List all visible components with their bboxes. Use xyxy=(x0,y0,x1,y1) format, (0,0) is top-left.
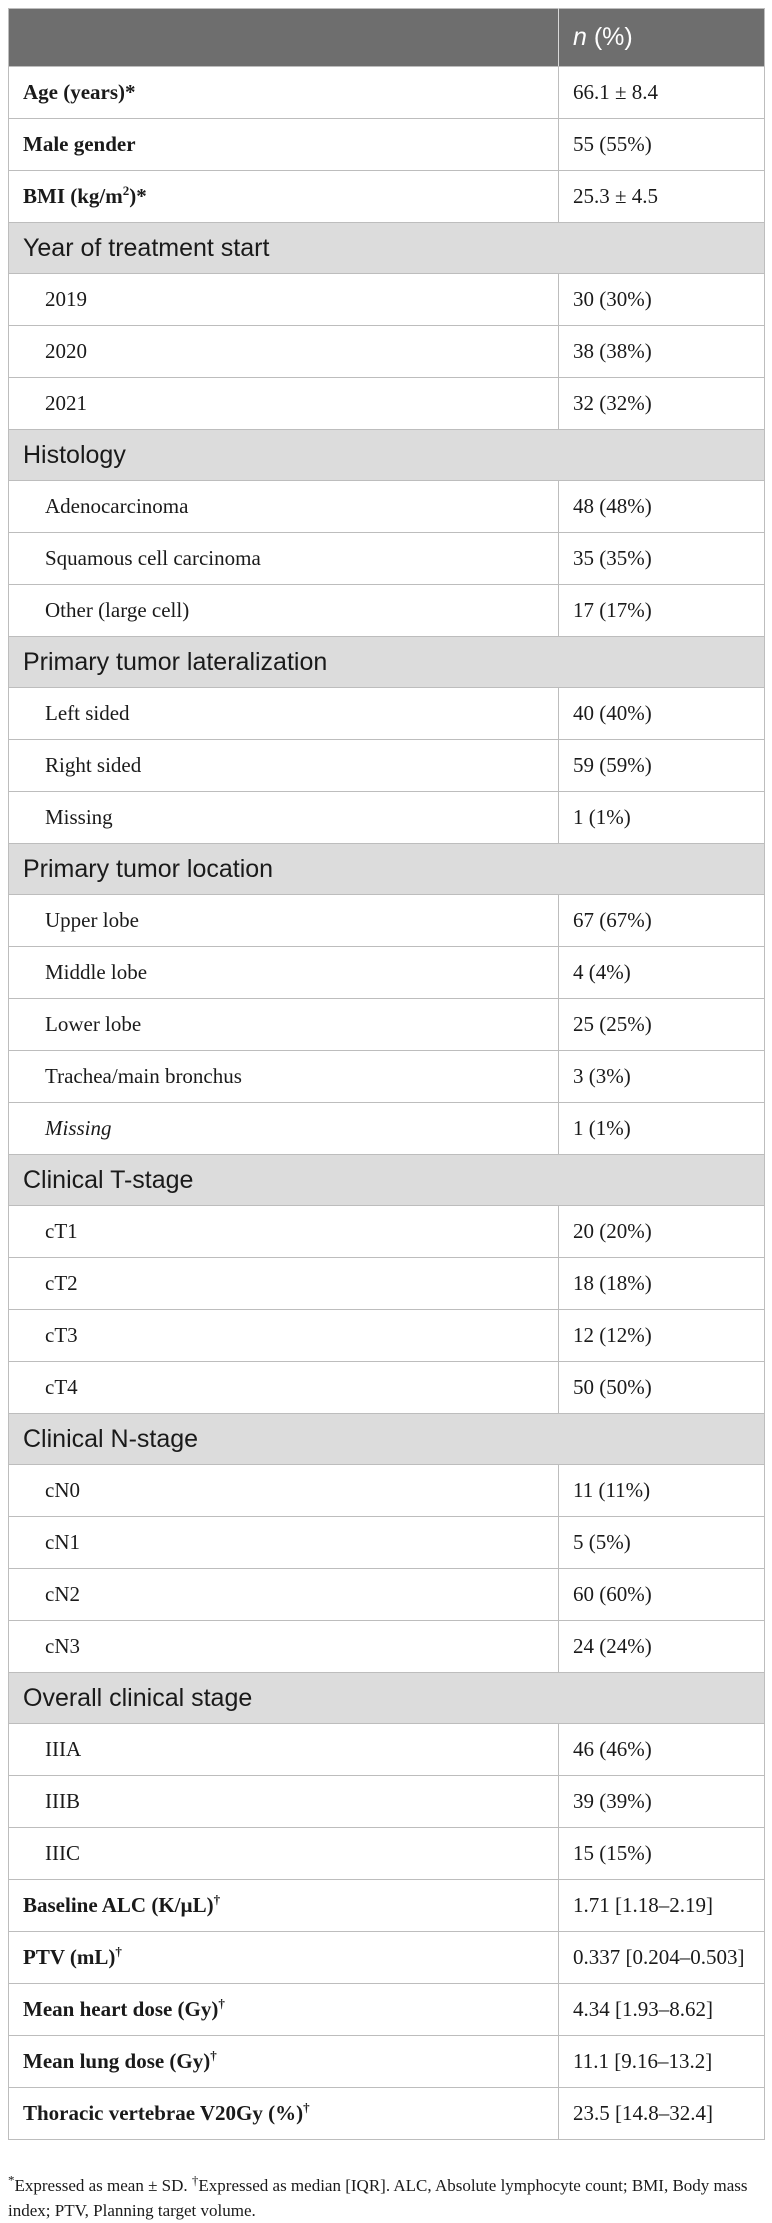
footnote-median-text: Expressed as median [IQR]. ALC, Absolute lymphocyte count; BMI, Body mass index; PTV, Planning target volume. xyxy=(8,2176,748,2220)
row-label-suffix: )* xyxy=(129,184,147,208)
table-row xyxy=(9,1932,765,1984)
header-label-cell xyxy=(9,9,559,67)
row-label xyxy=(9,1880,559,1932)
row-value: 50 (50%) xyxy=(559,1362,765,1414)
header-percent-label: (%) xyxy=(586,23,633,51)
row-label-text: Mean lung dose (Gy) xyxy=(23,2049,211,2073)
table-header-row xyxy=(9,9,765,67)
row-label: cN0 xyxy=(9,1465,559,1517)
table-row xyxy=(9,171,765,223)
row-label: Squamous cell carcinoma xyxy=(9,533,559,585)
table-row xyxy=(9,1103,765,1155)
row-value: 11 (11%) xyxy=(559,1465,765,1517)
row-label: cN2 xyxy=(9,1569,559,1621)
row-value: 32 (32%) xyxy=(559,378,765,430)
section-header-label: Clinical T-stage xyxy=(9,1155,765,1206)
table-row xyxy=(9,326,765,378)
table-row xyxy=(9,1984,765,2036)
section-header-row xyxy=(9,1673,765,1724)
row-value: 20 (20%) xyxy=(559,1206,765,1258)
table-footnote xyxy=(8,2173,764,2223)
row-value: 39 (39%) xyxy=(559,1776,765,1828)
row-value: 40 (40%) xyxy=(559,688,765,740)
row-value: 0.337 [0.204–0.503] xyxy=(559,1932,765,1984)
row-label: cN1 xyxy=(9,1517,559,1569)
table-row xyxy=(9,999,765,1051)
table-row xyxy=(9,1310,765,1362)
table-row xyxy=(9,481,765,533)
header-n-symbol: n xyxy=(573,23,587,51)
row-value: 66.1 ± 8.4 xyxy=(559,67,765,119)
table-row xyxy=(9,533,765,585)
section-header-row xyxy=(9,1155,765,1206)
row-label: Upper lobe xyxy=(9,895,559,947)
table-row xyxy=(9,2036,765,2088)
section-header-label: Year of treatment start xyxy=(9,223,765,274)
row-label-superscript: † xyxy=(218,1996,225,2011)
section-header-label: Overall clinical stage xyxy=(9,1673,765,1724)
table-row xyxy=(9,585,765,637)
row-value: 17 (17%) xyxy=(559,585,765,637)
table-row xyxy=(9,740,765,792)
row-value: 38 (38%) xyxy=(559,326,765,378)
section-header-label: Primary tumor lateralization xyxy=(9,637,765,688)
header-value-cell xyxy=(559,9,765,67)
row-label-text: Baseline ALC (K/µL) xyxy=(23,1893,214,1917)
row-label xyxy=(9,2036,559,2088)
section-header-row xyxy=(9,637,765,688)
table-row xyxy=(9,67,765,119)
table-row xyxy=(9,1051,765,1103)
row-label: IIIC xyxy=(9,1828,559,1880)
row-value: 23.5 [14.8–32.4] xyxy=(559,2088,765,2140)
table-row xyxy=(9,274,765,326)
footnote-asterisk: * xyxy=(8,2172,15,2188)
table-row xyxy=(9,688,765,740)
section-header-label: Clinical N-stage xyxy=(9,1414,765,1465)
table-row xyxy=(9,378,765,430)
row-label xyxy=(9,1932,559,1984)
row-label: 2021 xyxy=(9,378,559,430)
table-row xyxy=(9,1206,765,1258)
row-label: Trachea/main bronchus xyxy=(9,1051,559,1103)
row-label: cT2 xyxy=(9,1258,559,1310)
row-value: 1.71 [1.18–2.19] xyxy=(559,1880,765,1932)
row-value: 1 (1%) xyxy=(559,792,765,844)
section-header-row xyxy=(9,844,765,895)
row-label: cT1 xyxy=(9,1206,559,1258)
section-header-row xyxy=(9,430,765,481)
row-label-superscript: † xyxy=(115,1944,122,1959)
table-row xyxy=(9,1776,765,1828)
row-label: cT3 xyxy=(9,1310,559,1362)
row-label: IIIB xyxy=(9,1776,559,1828)
row-value: 1 (1%) xyxy=(559,1103,765,1155)
row-label-text: BMI (kg/m xyxy=(23,184,123,208)
table-row xyxy=(9,1258,765,1310)
table-row xyxy=(9,119,765,171)
row-label xyxy=(9,2088,559,2140)
row-value: 3 (3%) xyxy=(559,1051,765,1103)
row-label: Left sided xyxy=(9,688,559,740)
row-value: 46 (46%) xyxy=(559,1724,765,1776)
row-value: 24 (24%) xyxy=(559,1621,765,1673)
row-label: Adenocarcinoma xyxy=(9,481,559,533)
row-value: 55 (55%) xyxy=(559,119,765,171)
table-row xyxy=(9,1828,765,1880)
section-header-row xyxy=(9,223,765,274)
table-row xyxy=(9,792,765,844)
table-row xyxy=(9,947,765,999)
row-label: Male gender xyxy=(9,119,559,171)
row-label: IIIA xyxy=(9,1724,559,1776)
section-header-label: Histology xyxy=(9,430,765,481)
row-value: 30 (30%) xyxy=(559,274,765,326)
row-label-superscript: 2 xyxy=(122,183,130,198)
row-value: 11.1 [9.16–13.2] xyxy=(559,2036,765,2088)
row-label: Right sided xyxy=(9,740,559,792)
footnote-dagger: † xyxy=(191,2172,199,2188)
row-value: 5 (5%) xyxy=(559,1517,765,1569)
section-header-label: Primary tumor location xyxy=(9,844,765,895)
table-row xyxy=(9,895,765,947)
row-value: 25 (25%) xyxy=(559,999,765,1051)
row-label: 2020 xyxy=(9,326,559,378)
table-row xyxy=(9,1465,765,1517)
row-value: 59 (59%) xyxy=(559,740,765,792)
row-label-superscript: † xyxy=(210,2048,217,2063)
row-label: Lower lobe xyxy=(9,999,559,1051)
row-label: Other (large cell) xyxy=(9,585,559,637)
row-label: 2019 xyxy=(9,274,559,326)
row-label: Missing xyxy=(9,1103,559,1155)
row-label-text: Mean heart dose (Gy) xyxy=(23,1997,219,2021)
row-value: 18 (18%) xyxy=(559,1258,765,1310)
characteristics-table-container xyxy=(8,8,764,2140)
row-label: Missing xyxy=(9,792,559,844)
row-label: Age (years)* xyxy=(9,67,559,119)
row-value: 67 (67%) xyxy=(559,895,765,947)
row-label xyxy=(9,171,559,223)
section-header-row xyxy=(9,1414,765,1465)
row-value: 15 (15%) xyxy=(559,1828,765,1880)
row-value: 48 (48%) xyxy=(559,481,765,533)
table-row xyxy=(9,1569,765,1621)
row-label-text: Thoracic vertebrae V20Gy (%) xyxy=(23,2101,304,2125)
row-label-superscript: † xyxy=(303,2100,310,2115)
row-value: 12 (12%) xyxy=(559,1310,765,1362)
table-row xyxy=(9,1517,765,1569)
row-label-text: PTV (mL) xyxy=(23,1945,116,1969)
row-label-superscript: † xyxy=(213,1892,221,1907)
table-body xyxy=(9,67,765,2140)
table-row xyxy=(9,1621,765,1673)
row-value: 4 (4%) xyxy=(559,947,765,999)
row-value: 4.34 [1.93–8.62] xyxy=(559,1984,765,2036)
table-row xyxy=(9,1880,765,1932)
row-label: cN3 xyxy=(9,1621,559,1673)
row-label xyxy=(9,1984,559,2036)
table-row xyxy=(9,2088,765,2140)
row-label: cT4 xyxy=(9,1362,559,1414)
footnote-mean-text: Expressed as mean ± SD. xyxy=(14,2176,192,2195)
row-value: 60 (60%) xyxy=(559,1569,765,1621)
table-row xyxy=(9,1362,765,1414)
row-value: 25.3 ± 4.5 xyxy=(559,171,765,223)
row-label: Middle lobe xyxy=(9,947,559,999)
row-value: 35 (35%) xyxy=(559,533,765,585)
table-row xyxy=(9,1724,765,1776)
patient-characteristics-table xyxy=(8,8,765,2140)
